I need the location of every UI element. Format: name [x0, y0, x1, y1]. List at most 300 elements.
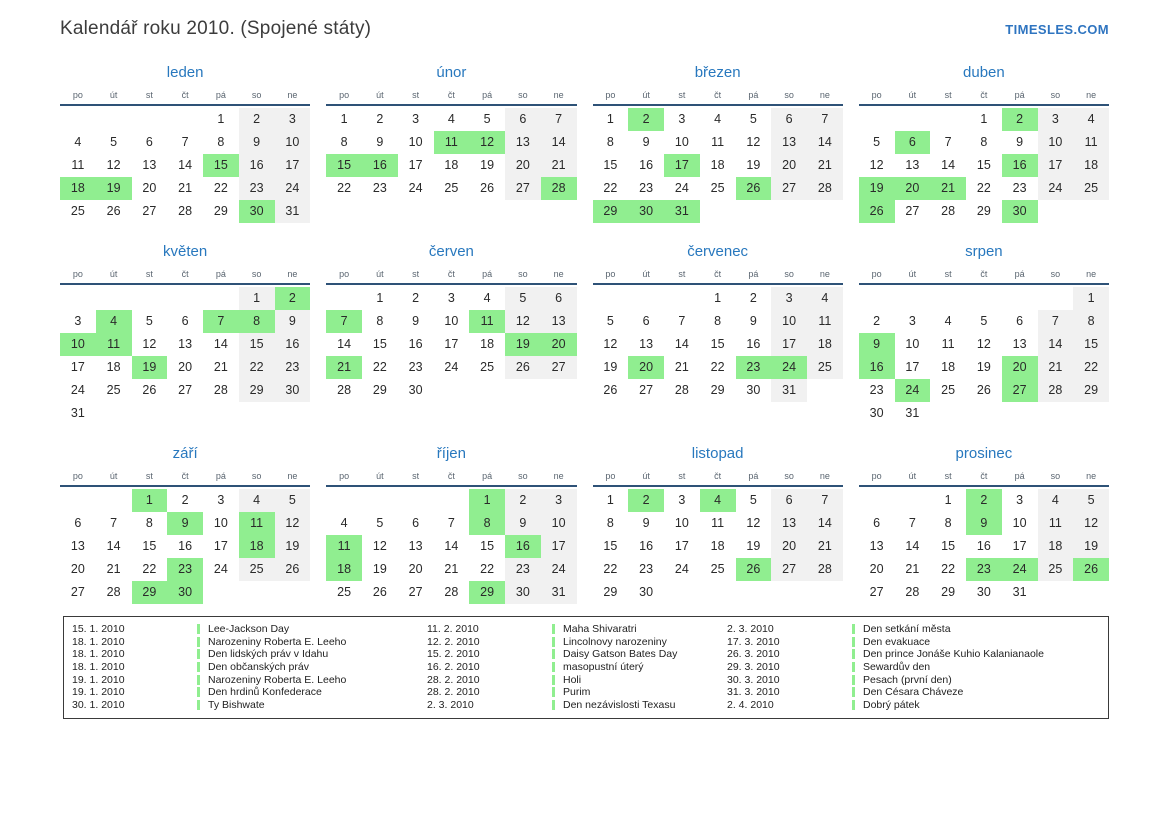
day-cell: 22 — [142, 562, 157, 576]
weekday-header-row — [859, 269, 1109, 283]
day-cell: 11 — [711, 135, 725, 149]
day-cell: 2 — [412, 291, 420, 305]
header-divider — [60, 485, 310, 487]
day-cell: 9 — [859, 333, 895, 356]
weekday-label: st — [145, 471, 153, 481]
day-cell: 11 — [326, 535, 362, 558]
day-cell: 27 — [869, 585, 884, 599]
month-březen — [593, 64, 843, 223]
day-cell: 1 — [1073, 287, 1109, 310]
day-cell: 7 — [181, 135, 189, 149]
weekday-label: st — [944, 471, 952, 481]
weekday-label: ne — [1086, 471, 1097, 481]
legend-date: 2. 4. 2010 — [727, 698, 774, 711]
day-cell: 22 — [603, 562, 618, 576]
day-cell: 13 — [771, 512, 807, 535]
weekday-label: ne — [553, 471, 564, 481]
day-cell: 23 — [639, 562, 654, 576]
empty-cell — [469, 379, 505, 402]
topbar — [60, 18, 1109, 40]
day-cell: 27 — [178, 383, 193, 397]
months-grid — [60, 64, 1109, 604]
day-cell: 22 — [1073, 356, 1109, 379]
day-cell: 4 — [700, 489, 736, 512]
month-title: květen — [163, 243, 208, 260]
empty-cell — [895, 489, 931, 512]
empty-cell — [434, 379, 470, 402]
header-divider — [60, 104, 310, 106]
day-cell: 11 — [434, 131, 470, 154]
weekday-label: pá — [748, 269, 759, 279]
empty-cell — [966, 402, 1002, 425]
weekday-header-row — [859, 90, 1109, 104]
month-title: červenec — [687, 243, 749, 260]
weekday-label: út — [109, 471, 118, 481]
page-title: Kalendář roku 2010. (Spojené státy) — [60, 18, 372, 39]
day-cell: 28 — [674, 383, 689, 397]
legend-entry — [727, 648, 1100, 661]
legend-entry — [72, 673, 427, 686]
empty-cell — [1038, 402, 1074, 425]
weekday-header-row — [326, 471, 576, 485]
weekday-label: čt — [714, 269, 722, 279]
month-duben — [859, 64, 1109, 223]
day-cell: 13 — [771, 131, 807, 154]
weekday-header-row — [60, 269, 310, 283]
month-leden — [60, 64, 310, 223]
day-cell: 4 — [483, 291, 491, 305]
day-cell: 4 — [96, 310, 132, 333]
day-cell: 11 — [71, 158, 85, 172]
month-říjen — [326, 445, 576, 604]
weekday-label: st — [944, 90, 952, 100]
day-cell: 25 — [480, 360, 495, 374]
day-cell: 8 — [980, 135, 988, 149]
weekday-label: út — [908, 269, 917, 279]
day-cell: 3 — [541, 489, 577, 512]
day-cell: 19 — [505, 333, 541, 356]
day-cell: 17 — [1012, 539, 1027, 553]
day-cell: 2 — [1002, 108, 1038, 131]
legend-name: Den lidských práv v Idahu — [208, 648, 329, 661]
day-cell: 10 — [771, 310, 807, 333]
day-cell: 10 — [674, 516, 689, 530]
empty-cell — [593, 287, 629, 310]
day-cell: 20 — [505, 154, 541, 177]
legend-column — [727, 623, 1100, 711]
legend-entry — [727, 673, 1100, 686]
day-cell: 29 — [603, 585, 618, 599]
legend-color-bar — [197, 637, 200, 647]
legend-date: 29. 3. 2010 — [727, 661, 780, 674]
weekday-label: ne — [1086, 269, 1097, 279]
day-cell: 4 — [1073, 108, 1109, 131]
day-cell: 10 — [1038, 131, 1074, 154]
day-cell: 1 — [469, 489, 505, 512]
header-divider — [593, 104, 843, 106]
day-cell: 20 — [771, 154, 807, 177]
weekday-label: čt — [714, 471, 722, 481]
day-cell: 2 — [628, 108, 664, 131]
empty-cell — [398, 489, 434, 512]
weekday-header-row — [593, 269, 843, 283]
day-cell: 16 — [1002, 154, 1038, 177]
header-divider — [859, 485, 1109, 487]
day-cell: 24 — [275, 177, 311, 200]
day-cell: 12 — [372, 539, 387, 553]
legend-name: Maha Shivaratri — [563, 623, 637, 636]
day-cell: 17 — [213, 539, 228, 553]
day-cell: 14 — [807, 131, 843, 154]
weekday-header-row — [326, 269, 576, 283]
weekday-label: st — [678, 471, 686, 481]
day-cell: 28 — [213, 383, 228, 397]
day-cell: 21 — [807, 154, 843, 177]
day-cell: 22 — [480, 562, 495, 576]
empty-cell — [132, 287, 168, 310]
day-cell: 27 — [70, 585, 85, 599]
legend-color-bar — [852, 687, 855, 697]
weekday-label: po — [72, 269, 83, 279]
legend-color-bar — [552, 700, 555, 710]
day-cell: 15 — [1073, 333, 1109, 356]
day-cell: 12 — [142, 337, 157, 351]
weekday-label: čt — [714, 90, 722, 100]
day-cell: 10 — [444, 314, 459, 328]
legend-date: 17. 3. 2010 — [727, 635, 780, 648]
weekday-label: ne — [287, 269, 298, 279]
day-cell: 17 — [70, 360, 85, 374]
day-cell: 31 — [541, 581, 577, 604]
weekday-label: ne — [553, 269, 564, 279]
day-cell: 25 — [444, 181, 459, 195]
empty-cell — [664, 287, 700, 310]
day-cell: 5 — [873, 135, 881, 149]
legend-name: Narozeniny Roberta E. Leeho — [208, 635, 347, 648]
day-cell: 3 — [412, 112, 420, 126]
day-cell: 25 — [710, 181, 725, 195]
day-cell: 26 — [505, 356, 541, 379]
empty-cell — [930, 287, 966, 310]
month-title: prosinec — [955, 445, 1013, 462]
empty-cell — [362, 489, 398, 512]
day-cell: 23 — [736, 356, 772, 379]
day-cell: 14 — [941, 158, 956, 172]
day-cell: 23 — [408, 360, 423, 374]
day-cell: 1 — [340, 112, 348, 126]
day-cell: 8 — [239, 310, 275, 333]
legend-color-bar — [552, 624, 555, 634]
legend-entry — [427, 686, 727, 699]
legend-name: Pesach (první den) — [863, 673, 952, 686]
day-cell: 21 — [541, 154, 577, 177]
weekday-header-row — [859, 471, 1109, 485]
day-cell: 29 — [469, 581, 505, 604]
legend-name: Holi — [563, 673, 582, 686]
day-cell: 31 — [664, 200, 700, 223]
weekday-label: pá — [482, 90, 493, 100]
month-title: srpen — [965, 243, 1003, 260]
month-title: leden — [166, 64, 204, 81]
day-cell: 12 — [505, 310, 541, 333]
weekday-label: po — [339, 90, 350, 100]
day-cell: 15 — [603, 539, 618, 553]
legend-date: 16. 2. 2010 — [427, 661, 480, 674]
day-cell: 24 — [408, 181, 423, 195]
day-cell: 3 — [908, 314, 916, 328]
legend-entry — [727, 623, 1100, 636]
day-cell: 4 — [239, 489, 275, 512]
day-cell: 27 — [905, 204, 920, 218]
day-cell: 23 — [639, 181, 654, 195]
day-grid — [593, 108, 843, 223]
day-cell: 9 — [167, 512, 203, 535]
day-cell: 9 — [749, 314, 757, 328]
day-cell: 6 — [181, 314, 189, 328]
month-květen — [60, 243, 310, 425]
day-grid — [60, 287, 310, 425]
day-cell: 6 — [895, 131, 931, 154]
empty-cell — [895, 287, 931, 310]
day-cell: 26 — [736, 558, 772, 581]
day-cell: 29 — [213, 204, 228, 218]
header-divider — [60, 283, 310, 285]
day-cell: 8 — [606, 135, 614, 149]
day-cell: 22 — [941, 562, 956, 576]
empty-cell — [167, 108, 203, 131]
day-cell: 25 — [807, 356, 843, 379]
day-cell: 15 — [326, 154, 362, 177]
day-cell: 25 — [941, 383, 956, 397]
weekday-label: st — [145, 90, 153, 100]
empty-cell — [807, 379, 843, 402]
legend-date: 19. 1. 2010 — [72, 673, 125, 686]
legend-name: Daisy Gatson Bates Day — [563, 648, 678, 661]
day-cell: 10 — [674, 135, 689, 149]
day-cell: 7 — [908, 516, 916, 530]
day-cell: 21 — [178, 181, 193, 195]
legend-color-bar — [852, 662, 855, 672]
day-cell: 5 — [505, 287, 541, 310]
day-cell: 14 — [1038, 333, 1074, 356]
day-cell: 13 — [178, 337, 193, 351]
day-cell: 7 — [326, 310, 362, 333]
day-cell: 13 — [142, 158, 157, 172]
empty-cell — [1002, 402, 1038, 425]
day-cell: 14 — [541, 131, 577, 154]
legend-entry — [727, 636, 1100, 649]
legend-color-bar — [552, 637, 555, 647]
empty-cell — [966, 287, 1002, 310]
day-cell: 5 — [1073, 489, 1109, 512]
empty-cell — [859, 489, 895, 512]
day-cell: 28 — [541, 177, 577, 200]
day-cell: 30 — [976, 585, 991, 599]
empty-cell — [239, 581, 275, 604]
legend-date: 19. 1. 2010 — [72, 686, 125, 699]
legend-date: 26. 3. 2010 — [727, 648, 780, 661]
day-cell: 28 — [807, 177, 843, 200]
day-cell: 12 — [746, 135, 761, 149]
day-cell: 13 — [869, 539, 884, 553]
weekday-label: po — [871, 471, 882, 481]
day-cell: 25 — [70, 204, 85, 218]
day-cell: 22 — [603, 181, 618, 195]
day-cell: 6 — [412, 516, 420, 530]
day-cell: 12 — [1073, 512, 1109, 535]
day-cell: 18 — [480, 337, 495, 351]
day-cell: 24 — [213, 562, 228, 576]
weekday-label: po — [339, 471, 350, 481]
day-cell: 31 — [1012, 585, 1027, 599]
header-divider — [326, 485, 576, 487]
legend-color-bar — [852, 637, 855, 647]
weekday-label: pá — [748, 90, 759, 100]
day-grid — [859, 489, 1109, 604]
day-cell: 27 — [408, 585, 423, 599]
empty-cell — [203, 287, 239, 310]
day-cell: 6 — [541, 287, 577, 310]
legend-date: 18. 1. 2010 — [72, 648, 125, 661]
day-cell: 23 — [167, 558, 203, 581]
day-cell: 1 — [714, 291, 722, 305]
day-cell: 30 — [746, 383, 761, 397]
weekday-label: st — [145, 269, 153, 279]
day-cell: 26 — [603, 383, 618, 397]
day-cell: 27 — [142, 204, 157, 218]
day-cell: 1 — [376, 291, 384, 305]
day-cell: 14 — [905, 539, 920, 553]
day-cell: 14 — [807, 512, 843, 535]
day-cell: 3 — [678, 493, 686, 507]
legend-entry — [427, 623, 727, 636]
day-cell: 3 — [217, 493, 225, 507]
empty-cell — [700, 581, 736, 604]
weekday-label: so — [251, 471, 262, 481]
day-cell: 3 — [275, 108, 311, 131]
day-cell: 30 — [639, 585, 654, 599]
day-cell: 17 — [444, 337, 459, 351]
day-cell: 29 — [1073, 379, 1109, 402]
day-cell: 28 — [941, 204, 956, 218]
day-cell: 11 — [96, 333, 132, 356]
legend-color-bar — [552, 649, 555, 659]
day-cell: 31 — [275, 200, 311, 223]
day-cell: 13 — [541, 310, 577, 333]
legend-date: 2. 3. 2010 — [727, 623, 774, 636]
weekday-label: čt — [980, 471, 988, 481]
day-cell: 7 — [807, 489, 843, 512]
empty-cell — [96, 287, 132, 310]
day-cell: 19 — [275, 535, 311, 558]
day-cell: 25 — [106, 383, 121, 397]
weekday-label: čt — [181, 269, 189, 279]
weekday-label: ne — [819, 269, 830, 279]
weekday-label: út — [376, 471, 384, 481]
day-cell: 18 — [106, 360, 121, 374]
day-cell: 26 — [1073, 558, 1109, 581]
month-únor — [326, 64, 576, 200]
header-divider — [859, 283, 1109, 285]
day-cell: 6 — [145, 135, 153, 149]
legend-date: 18. 1. 2010 — [72, 635, 125, 648]
day-cell: 17 — [275, 154, 311, 177]
day-cell: 15 — [142, 539, 157, 553]
weekday-label: pá — [1014, 471, 1025, 481]
empty-cell — [239, 402, 275, 425]
weekday-label: po — [72, 471, 83, 481]
empty-cell — [859, 108, 895, 131]
day-grid — [60, 489, 310, 604]
day-cell: 6 — [1016, 314, 1024, 328]
legend-name: Narozeniny Roberta E. Leeho — [208, 673, 347, 686]
legend-entry — [72, 686, 427, 699]
empty-cell — [771, 581, 807, 604]
site-link[interactable]: TIMESLES.COM — [1005, 22, 1109, 37]
day-cell: 5 — [749, 112, 757, 126]
day-cell: 16 — [362, 154, 398, 177]
weekday-label: čt — [181, 471, 189, 481]
day-cell: 13 — [1012, 337, 1027, 351]
weekday-label: ne — [553, 90, 564, 100]
month-srpen — [859, 243, 1109, 425]
day-cell: 12 — [603, 337, 618, 351]
legend-entry — [427, 661, 727, 674]
day-cell: 17 — [1038, 154, 1074, 177]
day-grid — [326, 108, 576, 200]
weekday-label: út — [109, 269, 118, 279]
day-cell: 15 — [203, 154, 239, 177]
day-cell: 14 — [213, 337, 228, 351]
day-cell: 7 — [1038, 310, 1074, 333]
empty-cell — [203, 581, 239, 604]
empty-cell — [1073, 402, 1109, 425]
day-cell: 1 — [944, 493, 952, 507]
day-cell: 29 — [710, 383, 725, 397]
day-cell: 5 — [275, 489, 311, 512]
day-cell: 17 — [905, 360, 920, 374]
day-cell: 18 — [326, 558, 362, 581]
empty-cell — [859, 287, 895, 310]
day-cell: 31 — [771, 379, 807, 402]
month-title: červen — [428, 243, 474, 260]
legend-name: Purim — [563, 686, 591, 699]
day-grid — [326, 287, 576, 402]
day-cell: 4 — [340, 516, 348, 530]
weekday-header-row — [326, 90, 576, 104]
legend-color-bar — [197, 662, 200, 672]
legend-name: Lee-Jackson Day — [208, 623, 290, 636]
day-cell: 27 — [771, 558, 807, 581]
empty-cell — [1073, 581, 1109, 604]
day-cell: 18 — [710, 539, 725, 553]
header-divider — [326, 283, 576, 285]
day-cell: 4 — [807, 287, 843, 310]
day-cell: 16 — [639, 158, 654, 172]
weekday-label: po — [72, 90, 83, 100]
empty-cell — [434, 489, 470, 512]
day-cell: 19 — [480, 158, 495, 172]
day-cell: 9 — [239, 131, 275, 154]
day-cell: 15 — [941, 539, 956, 553]
day-cell: 4 — [1038, 489, 1074, 512]
day-cell: 18 — [807, 333, 843, 356]
day-cell: 7 — [807, 108, 843, 131]
weekday-label: čt — [181, 90, 189, 100]
weekday-label: po — [871, 269, 882, 279]
day-cell: 15 — [480, 539, 495, 553]
day-cell: 29 — [941, 585, 956, 599]
